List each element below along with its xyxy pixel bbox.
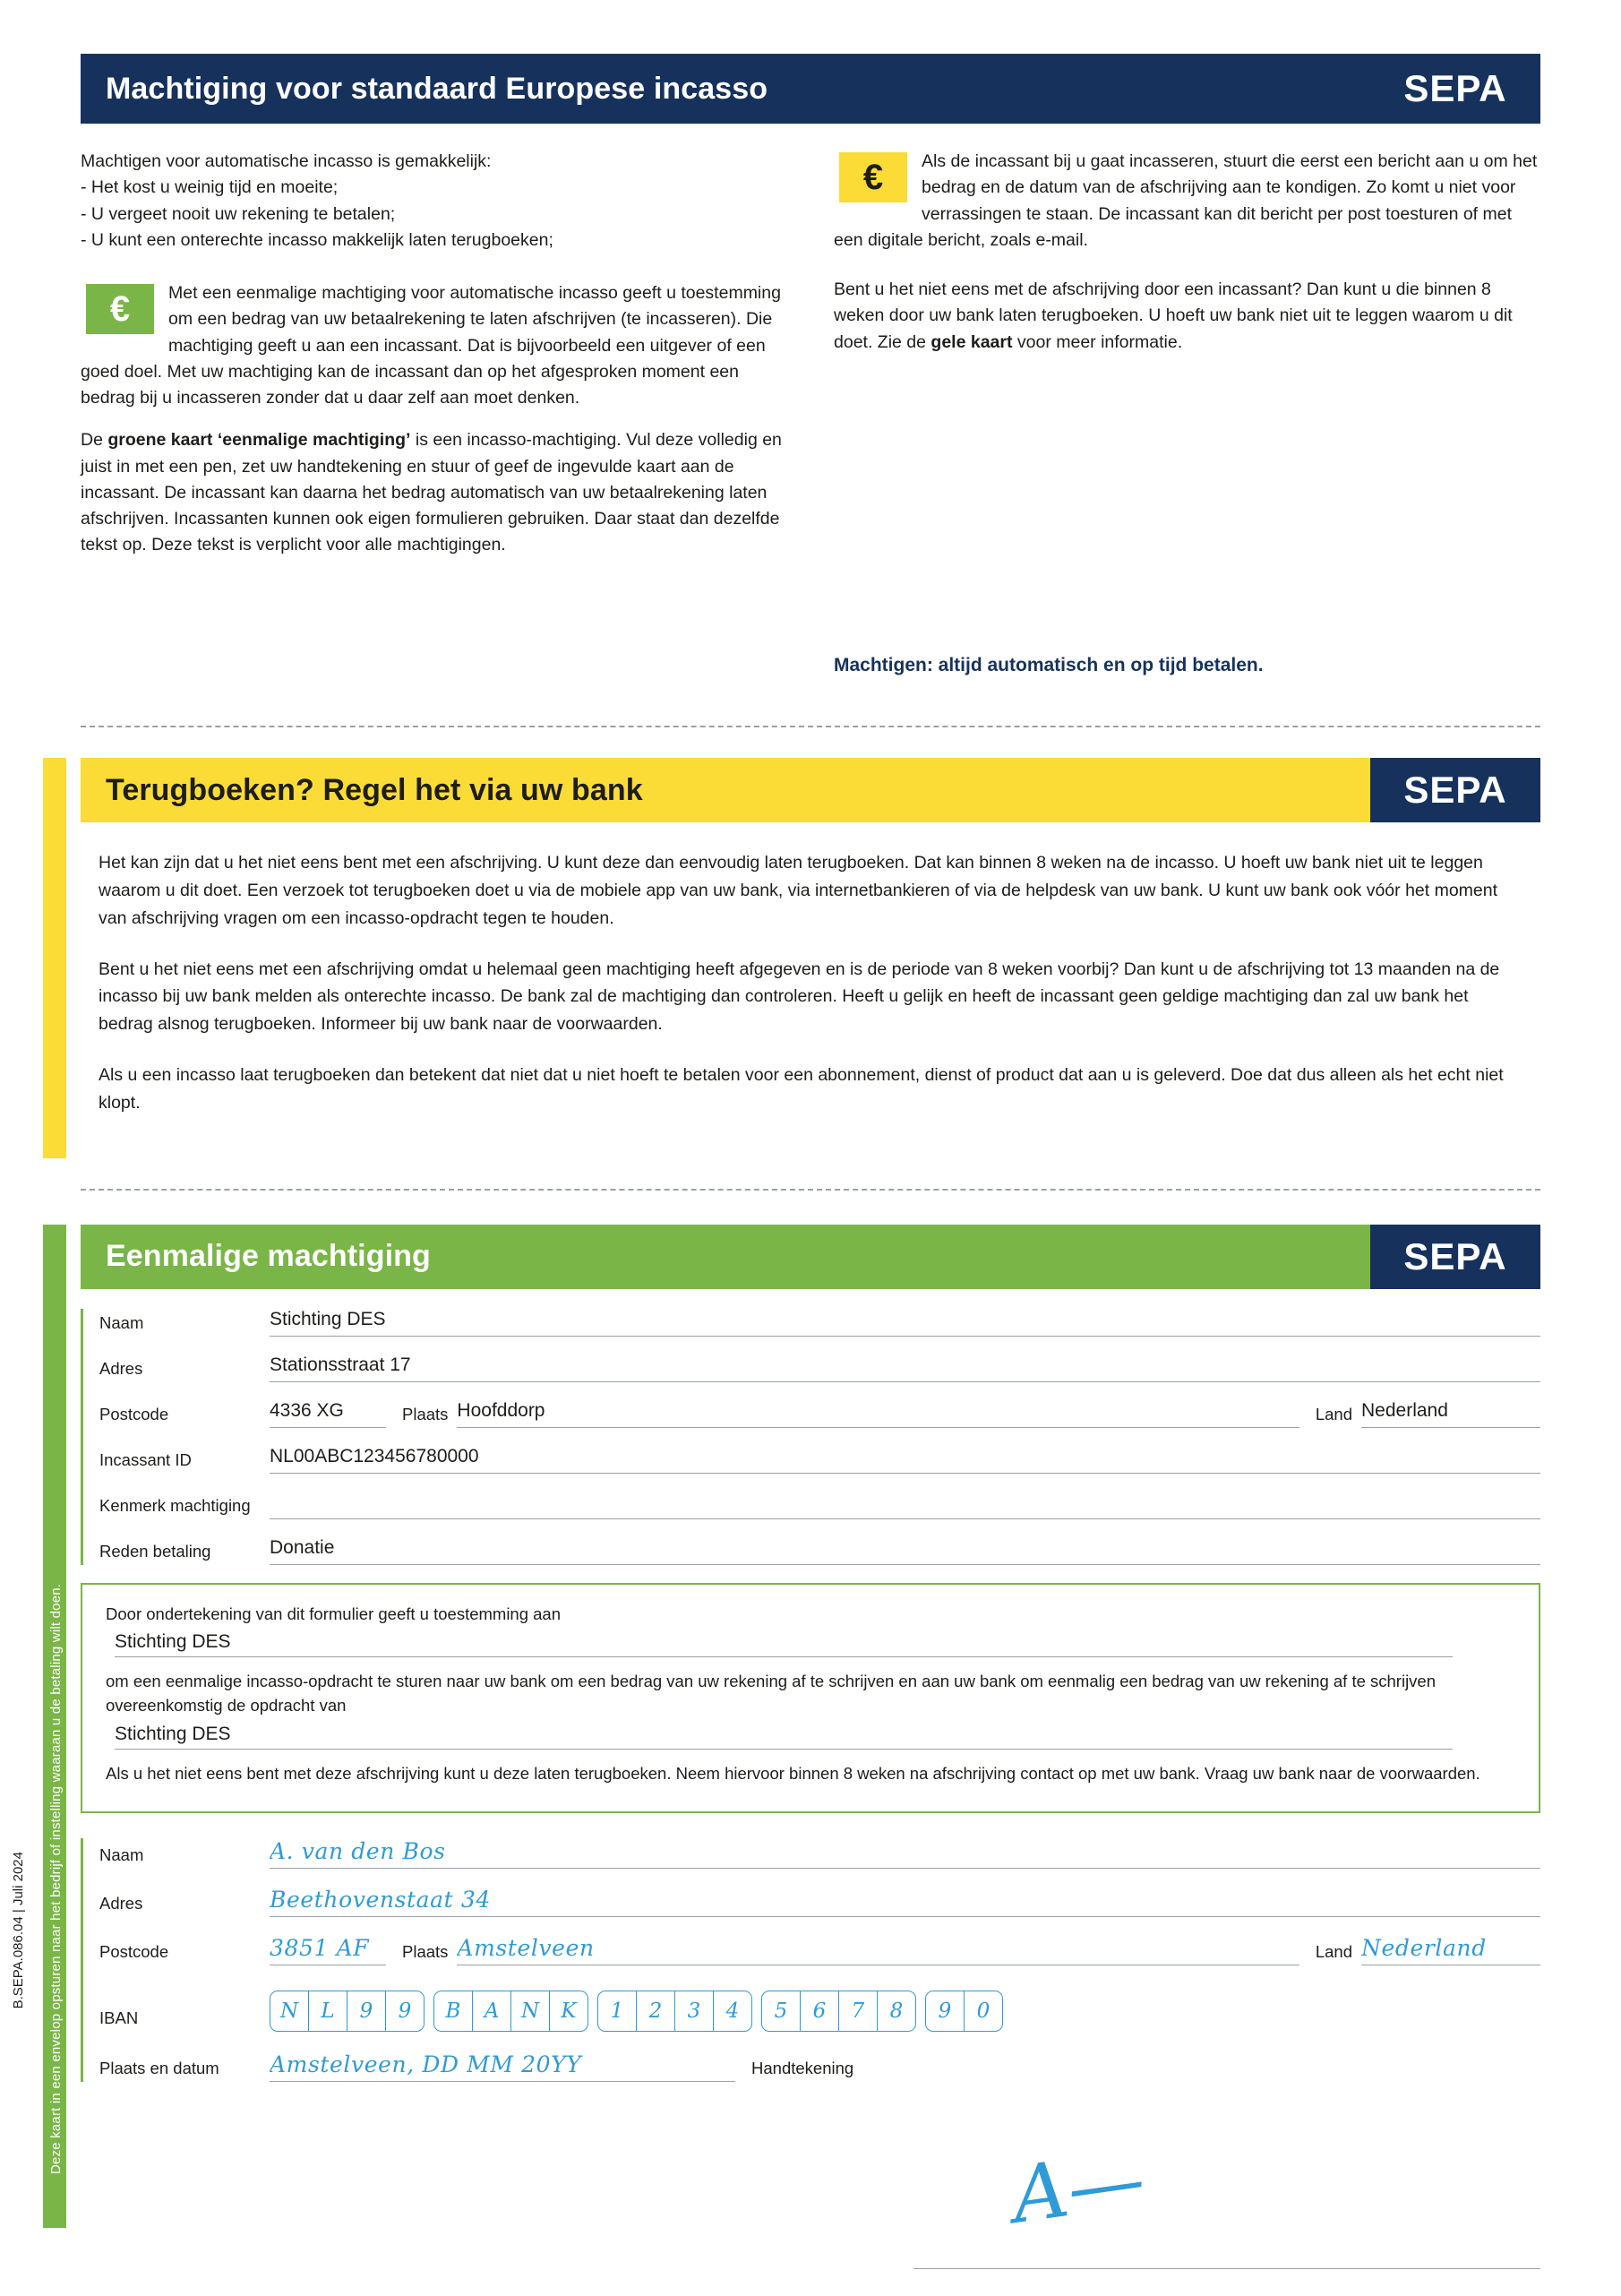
value-plaats-datum[interactable]: Amstelveen, DD MM 20YY xyxy=(270,2051,735,2082)
iban-cell[interactable]: A xyxy=(473,1991,511,2031)
label-creditor-plaats: Plaats xyxy=(402,1404,449,1423)
section-one-off-mandate xyxy=(11,1225,1540,2269)
section2-title: Terugboeken? Regel het via uw bank xyxy=(81,758,1370,822)
iban-cell[interactable]: 6 xyxy=(801,1991,839,2031)
iban-cell[interactable]: 4 xyxy=(725,1999,740,2023)
label-creditor-adres: Adres xyxy=(99,1358,143,1378)
field-row-creditor-naam xyxy=(99,1309,1540,1337)
document-code: B.SEPA.086.04 | Juli 2024 xyxy=(11,1851,26,2009)
label-creditor-postcode: Postcode xyxy=(99,1404,169,1423)
paragraph-prenotification xyxy=(834,149,1540,254)
iban-cell[interactable]: 3 xyxy=(675,1991,714,2031)
label-creditor-land: Land xyxy=(1315,1404,1352,1423)
section1-right-column xyxy=(834,149,1540,695)
consent-creditor-name-1: Stichting DES xyxy=(115,1631,1453,1657)
bullet-3: - U kunt een onterechte incasso makkelijk laten terugboeken; xyxy=(81,229,553,250)
iban-cell[interactable]: L xyxy=(309,1991,347,2031)
iban-group-4[interactable] xyxy=(761,1991,916,2032)
section3-title: Eenmalige machtiging xyxy=(81,1225,1370,1289)
iban-cell[interactable]: N xyxy=(270,1991,309,2031)
label-debtor-postcode: Postcode xyxy=(99,1941,169,1961)
value-debtor-postcode[interactable]: 3851 AF xyxy=(270,1935,386,1965)
divider-1 xyxy=(81,726,1540,727)
iban-cell[interactable]: B xyxy=(434,1991,473,2031)
section1-header xyxy=(81,54,1540,124)
debtor-fields xyxy=(81,1838,1540,2082)
iban-cell[interactable]: 0 xyxy=(976,1999,991,2023)
signature-field[interactable] xyxy=(913,2134,1540,2269)
refund-post: voor meer informatie. xyxy=(1012,331,1183,352)
label-iban: IBAN xyxy=(99,2008,139,2027)
consent-line-1: Door ondertekening van dit formulier geeft u toestemming aan xyxy=(106,1604,562,1623)
field-row-debtor-adres xyxy=(99,1887,1540,1917)
field-row-incassant-id xyxy=(99,1446,1540,1474)
side-instruction-text: Deze kaart in een envelop opsturen naar het bedrijf of instelling waaraan u de betaling wilt doen. xyxy=(48,1583,64,2174)
sepa-logo-3: SEPA xyxy=(1370,1225,1540,1289)
iban-cell[interactable]: 8 xyxy=(889,1999,904,2023)
label-debtor-plaats: Plaats xyxy=(402,1941,449,1961)
paragraph-prenotification-text: Als de incassant bij u gaat incasseren, stuurt die eerst een bericht aan u om het bedrag en de datum van de afschrijving aan te kondigen. Zo komt u niet voor verrassingen te staan. De incassant kan dit bericht per post toesturen of met een digitale bericht, zoals e-mail. xyxy=(834,151,1538,250)
green-card-post: is een incasso-machtiging. Vul deze volledig en juist in met een pen, zet uw handtekening en stuur of geef de ingevulde kaart aan de incassant. De incassant kan daarna het bedrag automatisch van uw betaalrekening laten afschrijven. Incassanten kunnen ook eigen formulieren gebruiken. Daar staat dan dezelfde tekst op. Deze tekst is verplicht voor alle machtigingen. xyxy=(81,430,782,555)
paragraph-euro-mandate-text: Met een eenmalige machtiging voor automatische incasso geeft u toestemming om een bedrag van uw betaalrekening te laten afschrijven (te incasseren). Die machtiging geeft u aan een incassant. Dat is bijvoorbeeld een uitgever of een goed doel. Met uw machtiging kan de incassant dan op het afgesproken moment een bedrag bij u incasseren zonder dat u daar zelf aan moet denken. xyxy=(81,283,781,408)
divider-2 xyxy=(81,1189,1540,1191)
iban-cell[interactable]: 7 xyxy=(839,1991,878,2031)
iban-group-2[interactable] xyxy=(433,1991,588,2032)
iban-cell[interactable]: 9 xyxy=(398,1999,412,2023)
sepa-logo-2: SEPA xyxy=(1370,758,1540,822)
chargeback-paragraph-1: Het kan zijn dat u het niet eens bent met een afschrijving. U kunt deze dan eenvoudig laten terugboeken. Dat kan binnen 8 weken na de incasso. U hoeft uw bank niet uit te leggen waarom u dit doet. Een verzoek tot terugboeken doet u via de mobiele app van uw bank, via internetbankieren of via de helpdesk van uw bank. U kunt uw bank ook vóór het moment van afschrijving vragen om een incasso-opdracht tegen te houden. xyxy=(99,853,1498,928)
creditor-fields xyxy=(81,1309,1540,1565)
section-standard-mandate xyxy=(81,54,1540,695)
value-debtor-plaats[interactable]: Amstelveen xyxy=(457,1935,1299,1965)
value-creditor-naam[interactable]: Stichting DES xyxy=(270,1309,1540,1337)
field-row-iban xyxy=(99,1991,1540,2032)
iban-group-3[interactable] xyxy=(597,1991,752,2032)
value-creditor-land[interactable]: Nederland xyxy=(1361,1400,1540,1428)
iban-cell[interactable]: 5 xyxy=(762,1991,801,2031)
bullet-1: - Het kost u weinig tijd en moeite; xyxy=(81,177,339,198)
section3-header xyxy=(81,1225,1540,1289)
label-debtor-naam: Naam xyxy=(99,1845,144,1864)
paragraph-green-card xyxy=(81,427,787,558)
refund-pre: Bent u het niet eens met de afschrijving door een incassant? Dan kunt u die binnen 8 weken door uw bank laten terugboeken. U hoeft uw bank niet uit te leggen waarom u dit doet. Zie de xyxy=(834,279,1513,352)
consent-line-2: om een eenmalige incasso-opdracht te sturen naar uw bank om een bedrag van uw rekening af te schrijven en aan uw bank om eenmalig een bedrag van uw rekening af te schrijven overeenkomstig de opdracht van xyxy=(106,1672,1437,1716)
value-kenmerk[interactable] xyxy=(270,1492,1540,1519)
label-debtor-land: Land xyxy=(1315,1941,1352,1961)
field-row-plaats-datum xyxy=(99,2051,1540,2082)
iban-group-1[interactable] xyxy=(270,1991,425,2032)
chargeback-paragraph-3: Als u een incasso laat terugboeken dan betekent dat niet dat u niet hoeft te betalen voor een abonnement, dienst of product dat aan u is geleverd. Doe dat dus alleen als het echt niet klopt. xyxy=(99,1065,1504,1113)
value-reden[interactable]: Donatie xyxy=(270,1537,1540,1565)
label-handtekening: Handtekening xyxy=(751,2058,854,2077)
green-card-bold: groene kaart ‘eenmalige machtiging’ xyxy=(107,430,411,451)
value-creditor-adres[interactable]: Stationsstraat 17 xyxy=(270,1354,1540,1382)
consent-box xyxy=(81,1583,1540,1813)
label-plaats-datum: Plaats en datum xyxy=(99,2058,219,2077)
label-debtor-adres: Adres xyxy=(99,1893,143,1913)
yellow-side-bar xyxy=(43,758,66,1157)
chargeback-paragraph-2: Bent u het niet eens met een afschrijving omdat u helemaal geen machtiging heeft afgegeven en is de periode van 8 weken voorbij? Dan kunt u de afschrijving tot 13 maanden na de incasso bij uw bank melden als onterechte incasso. De bank zal de machtiging dan controleren. Heeft u gelijk en heeft de incassant geen geldige machtiging dan zal uw bank het bedrag alsnog terugboeken. Informeer bij uw bank naar de voorwaarden. xyxy=(99,959,1500,1035)
label-incassant-id: Incassant ID xyxy=(99,1449,192,1469)
euro-yellow-icon: € xyxy=(839,152,907,202)
section2-header xyxy=(81,758,1540,822)
paragraph-refund xyxy=(834,277,1540,356)
iban-cell[interactable]: 9 xyxy=(347,1991,386,2031)
value-debtor-naam[interactable]: A. van den Bos xyxy=(270,1838,1540,1869)
iban-input[interactable] xyxy=(270,1991,1003,2032)
section1-title: Machtiging voor standaard Europese incasso xyxy=(81,54,1370,124)
iban-cell[interactable]: 9 xyxy=(926,1991,965,2031)
section1-left-column xyxy=(81,149,787,695)
label-reden: Reden betaling xyxy=(99,1541,211,1561)
section-chargeback xyxy=(81,758,1540,1157)
signature-area[interactable] xyxy=(81,2134,1540,2269)
value-debtor-adres[interactable]: Beethovenstaat 34 xyxy=(270,1887,1540,1917)
field-row-creditor-postcode xyxy=(99,1400,1540,1428)
value-debtor-land[interactable]: Nederland xyxy=(1361,1935,1540,1965)
yellow-card-bold: gele kaart xyxy=(931,331,1013,352)
field-row-debtor-postcode xyxy=(99,1935,1540,1965)
iban-cell[interactable]: K xyxy=(561,1999,577,2023)
field-row-kenmerk xyxy=(99,1492,1540,1519)
bullet-2: - U vergeet nooit uw rekening te betalen; xyxy=(81,203,396,224)
green-card-pre: De xyxy=(81,430,108,451)
label-kenmerk: Kenmerk machtiging xyxy=(99,1495,251,1515)
sepa-logo: SEPA xyxy=(1370,54,1540,124)
slogan: Machtigen: altijd automatisch en op tijd betalen. xyxy=(834,654,1264,675)
iban-cell[interactable]: 1 xyxy=(598,1991,637,2031)
field-row-creditor-adres xyxy=(99,1354,1540,1382)
consent-creditor-name-2: Stichting DES xyxy=(115,1724,1453,1750)
iban-cell[interactable]: N xyxy=(511,1991,550,2031)
paragraph-euro-mandate xyxy=(81,280,787,411)
iban-group-5[interactable] xyxy=(925,1991,1003,2032)
signature-mark: A— xyxy=(1006,2134,1151,2241)
euro-green-icon: € xyxy=(86,284,154,334)
intro-text: Machtigen voor automatische incasso is gemakkelijk: xyxy=(81,151,492,171)
label-creditor-naam: Naam xyxy=(99,1312,144,1332)
value-creditor-plaats[interactable]: Hoofddorp xyxy=(457,1400,1299,1428)
field-row-debtor-naam xyxy=(99,1838,1540,1869)
value-incassant-id[interactable]: NL00ABC123456780000 xyxy=(270,1446,1540,1474)
iban-cell[interactable]: 2 xyxy=(637,1991,675,2031)
field-row-reden xyxy=(99,1537,1540,1565)
value-creditor-postcode[interactable]: 4336 XG xyxy=(270,1400,386,1428)
consent-line-3: Als u het niet eens bent met deze afschrijving kunt u deze laten terugboeken. Neem hiervoor binnen 8 weken na afschrijving contact op met uw bank. Vraag uw bank naar de voorwaarden. xyxy=(106,1764,1480,1784)
